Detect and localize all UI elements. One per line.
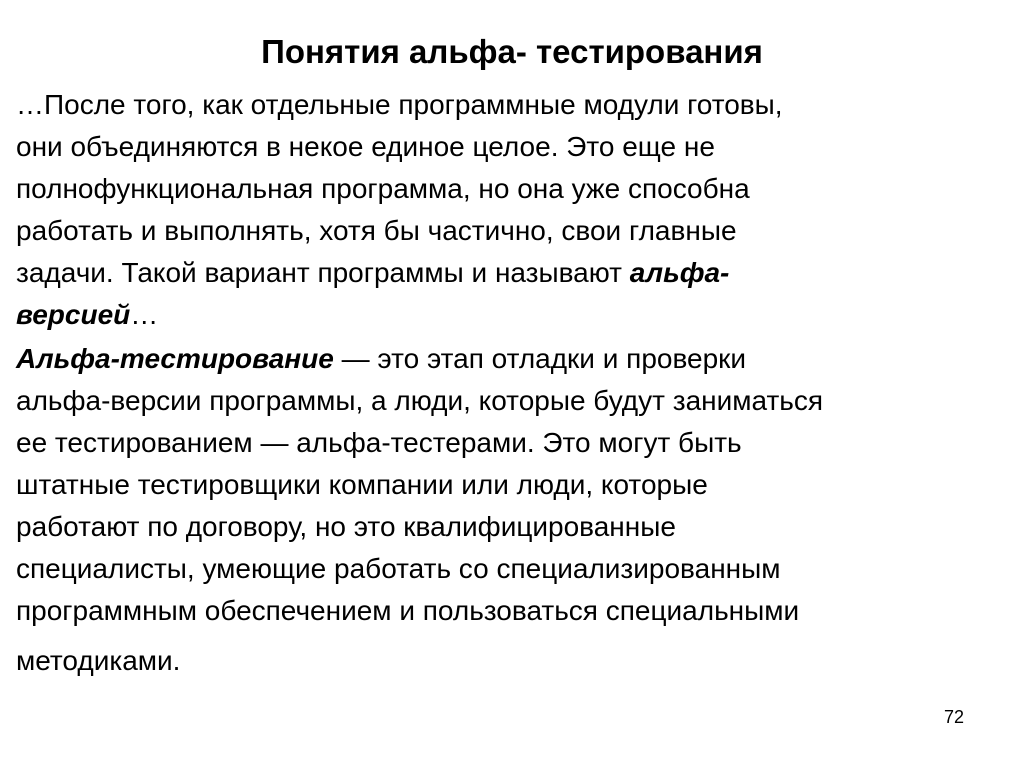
- term-version-emphasis: версией: [16, 299, 131, 330]
- text-line: штатные тестировщики компании или люди, которые: [16, 469, 708, 500]
- text-line: альфа-версии программы, а люди, которые будут заниматься: [16, 385, 824, 416]
- page-number: 72: [943, 707, 964, 727]
- text-line: специалисты, умеющие работать со специализированным: [16, 553, 781, 584]
- text-line: ее тестированием — альфа-тестерами. Это могут быть: [16, 427, 742, 458]
- text-span: задачи. Такой вариант программы и называют: [16, 257, 630, 288]
- paragraph-alpha-testing: [16, 338, 823, 682]
- term-alpha-testing-emphasis: Альфа-тестирование: [16, 343, 334, 374]
- text-line: работать и выполнять, хотя бы частично, свои главные: [16, 215, 737, 246]
- text-line: полнофункциональная программа, но она уже способна: [16, 173, 750, 204]
- text-span: — это этап отладки и проверки: [333, 343, 747, 374]
- text-line: [16, 294, 783, 336]
- text-line: программным обеспечением и пользоваться специальными: [16, 595, 800, 626]
- slide-title: Понятия альфа- тестирования: [261, 33, 763, 70]
- term-alpha-emphasis: альфа-: [629, 257, 730, 288]
- text-line: …После того, как отдельные программные модули готовы,: [16, 89, 783, 120]
- text-line: они объединяются в некое единое целое. Это еще не: [16, 131, 715, 162]
- text-line: методиками.: [16, 645, 181, 676]
- text-line: [16, 252, 783, 294]
- paragraph-alpha-version: [16, 84, 783, 336]
- text-span: …: [130, 299, 159, 330]
- text-line: [16, 338, 823, 380]
- text-line: работают по договору, но это квалифицированные: [16, 511, 676, 542]
